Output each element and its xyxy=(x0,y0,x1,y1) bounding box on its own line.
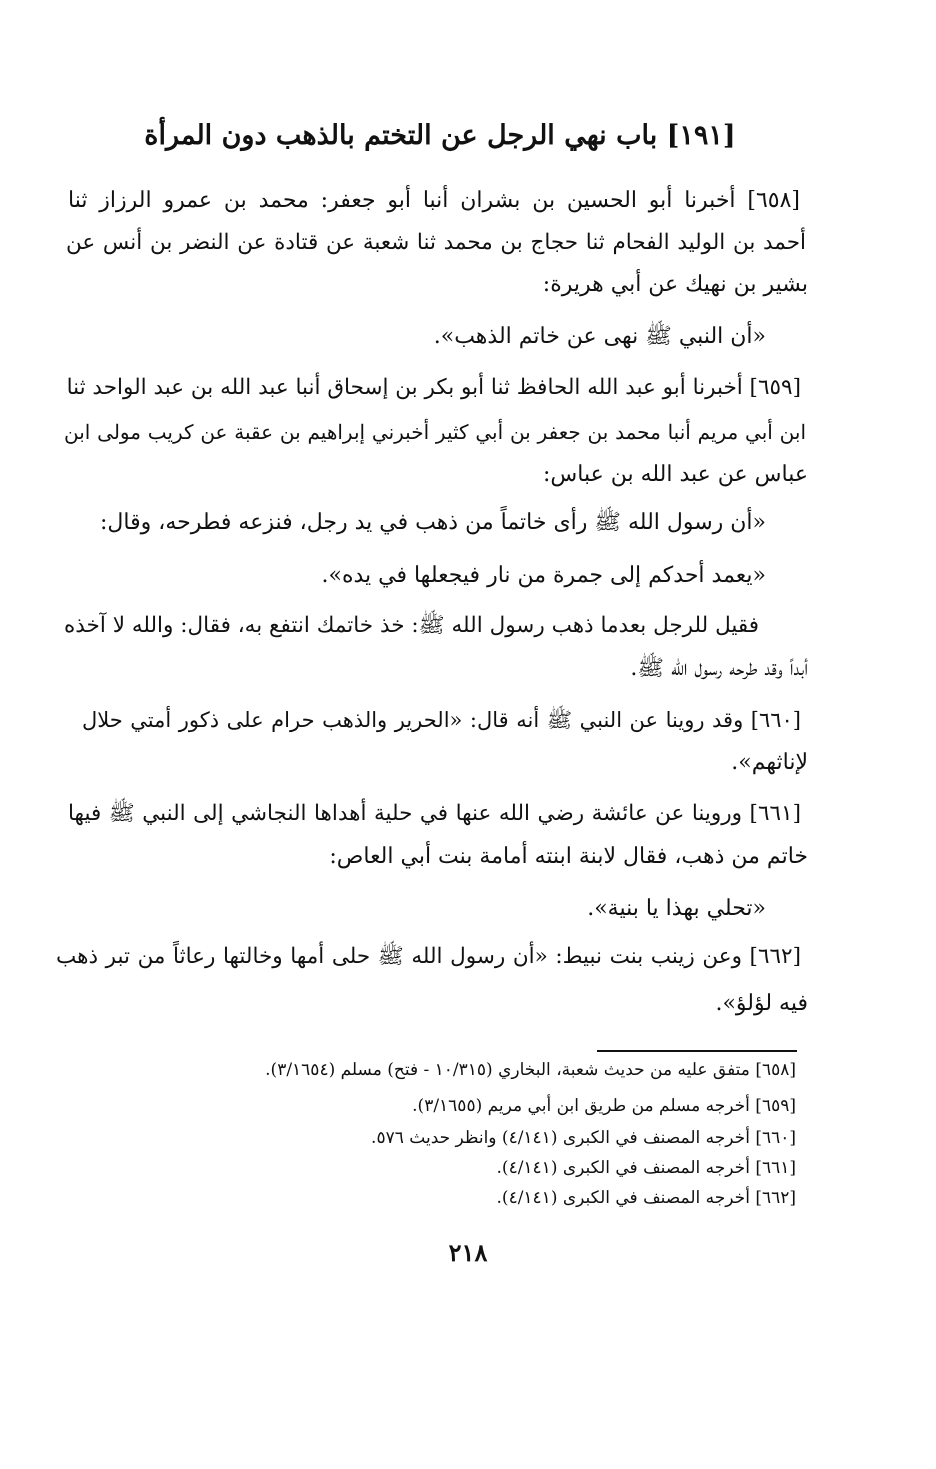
footnote-separator xyxy=(597,1050,797,1052)
chapter-heading: [١٩١] باب نهي الرجل عن التختم بالذهب دون المرأة xyxy=(144,120,736,151)
text-line: ابن أبي مريم أنبا محمد بن جعفر بن أبي كثير أخبرني إبراهيم بن عقبة عن كريب مولى ابن xyxy=(64,420,806,444)
text-line: [٦٦١] وروينا عن عائشة رضي الله عنها في حلية أهداها النجاشي إلى النبي ﷺ فيها xyxy=(68,801,801,826)
footnote: [٦٦٢] أخرجه المصنف في الكبرى (٤/١٤١). xyxy=(496,1188,796,1208)
text-line: «أن رسول الله ﷺ رأى خاتماً من ذهب في يد رجل، فنزعه فطرحه، وقال: xyxy=(99,510,766,535)
text-line: [٦٦٢] وعن زينب بنت نبيط: «أن رسول الله ﷺ حلى أمها وخالتها رعاثاً من تبر ذهب xyxy=(56,944,801,969)
text-line: «تحلي بهذا يا بنية». xyxy=(587,896,766,921)
text-line: فيه لؤلؤ». xyxy=(715,991,808,1016)
text-line: [٦٥٨] أخبرنا أبو الحسين بن بشران أنبا أبو جعفر: محمد بن عمرو الرزاز ثنا xyxy=(68,188,800,213)
text-line: فقيل للرجل بعدما ذهب رسول الله ﷺ: خذ خاتمك انتفع به، فقال: والله لا آخذه xyxy=(64,613,759,638)
text-line: «يعمد أحدكم إلى جمرة من نار فيجعلها في يده». xyxy=(321,563,766,588)
footnote: [٦٦٠] أخرجه المصنف في الكبرى (٤/١٤١) وانظر حديث ٥٧٦. xyxy=(371,1128,796,1148)
page-number: ٢١٨ xyxy=(448,1238,488,1267)
text-line: لإناثهم». xyxy=(731,750,808,775)
text-line: «أن النبي ﷺ نهى عن خاتم الذهب». xyxy=(433,324,766,349)
text-line: [٦٦٠] وقد روينا عن النبي ﷺ أنه قال: «الحرير والذهب حرام على ذكور أمتي حلال xyxy=(82,708,801,732)
text-line: عباس عن عبد الله بن عباس: xyxy=(543,462,808,487)
text-line: أبداً وقد طرحه رسول الله ﷺ. xyxy=(630,656,808,681)
footnote: [٦٥٨] متفق عليه من حديث شعبة، البخاري (١٠/٣١٥ - فتح) مسلم (٣/١٦٥٤). xyxy=(265,1060,796,1080)
footnote: [٦٥٩] أخرجه مسلم من طريق ابن أبي مريم (٣/١٦٥٥). xyxy=(412,1096,796,1116)
footnote: [٦٦١] أخرجه المصنف في الكبرى (٤/١٤١). xyxy=(496,1158,796,1178)
text-line: خاتم من ذهب، فقال لابنة ابنته أمامة بنت أبي العاص: xyxy=(329,844,808,869)
text-line: بشير بن نهيك عن أبي هريرة: xyxy=(542,272,808,297)
text-line: أحمد بن الوليد الفحام ثنا حجاج بن محمد ثنا شعبة عن قتادة عن النضر بن أنس عن xyxy=(66,230,806,255)
text-line: [٦٥٩] أخبرنا أبو عبد الله الحافظ ثنا أبو بكر بن إسحاق أنبا عبد الله بن عبد الواحد ثنا xyxy=(66,375,801,400)
